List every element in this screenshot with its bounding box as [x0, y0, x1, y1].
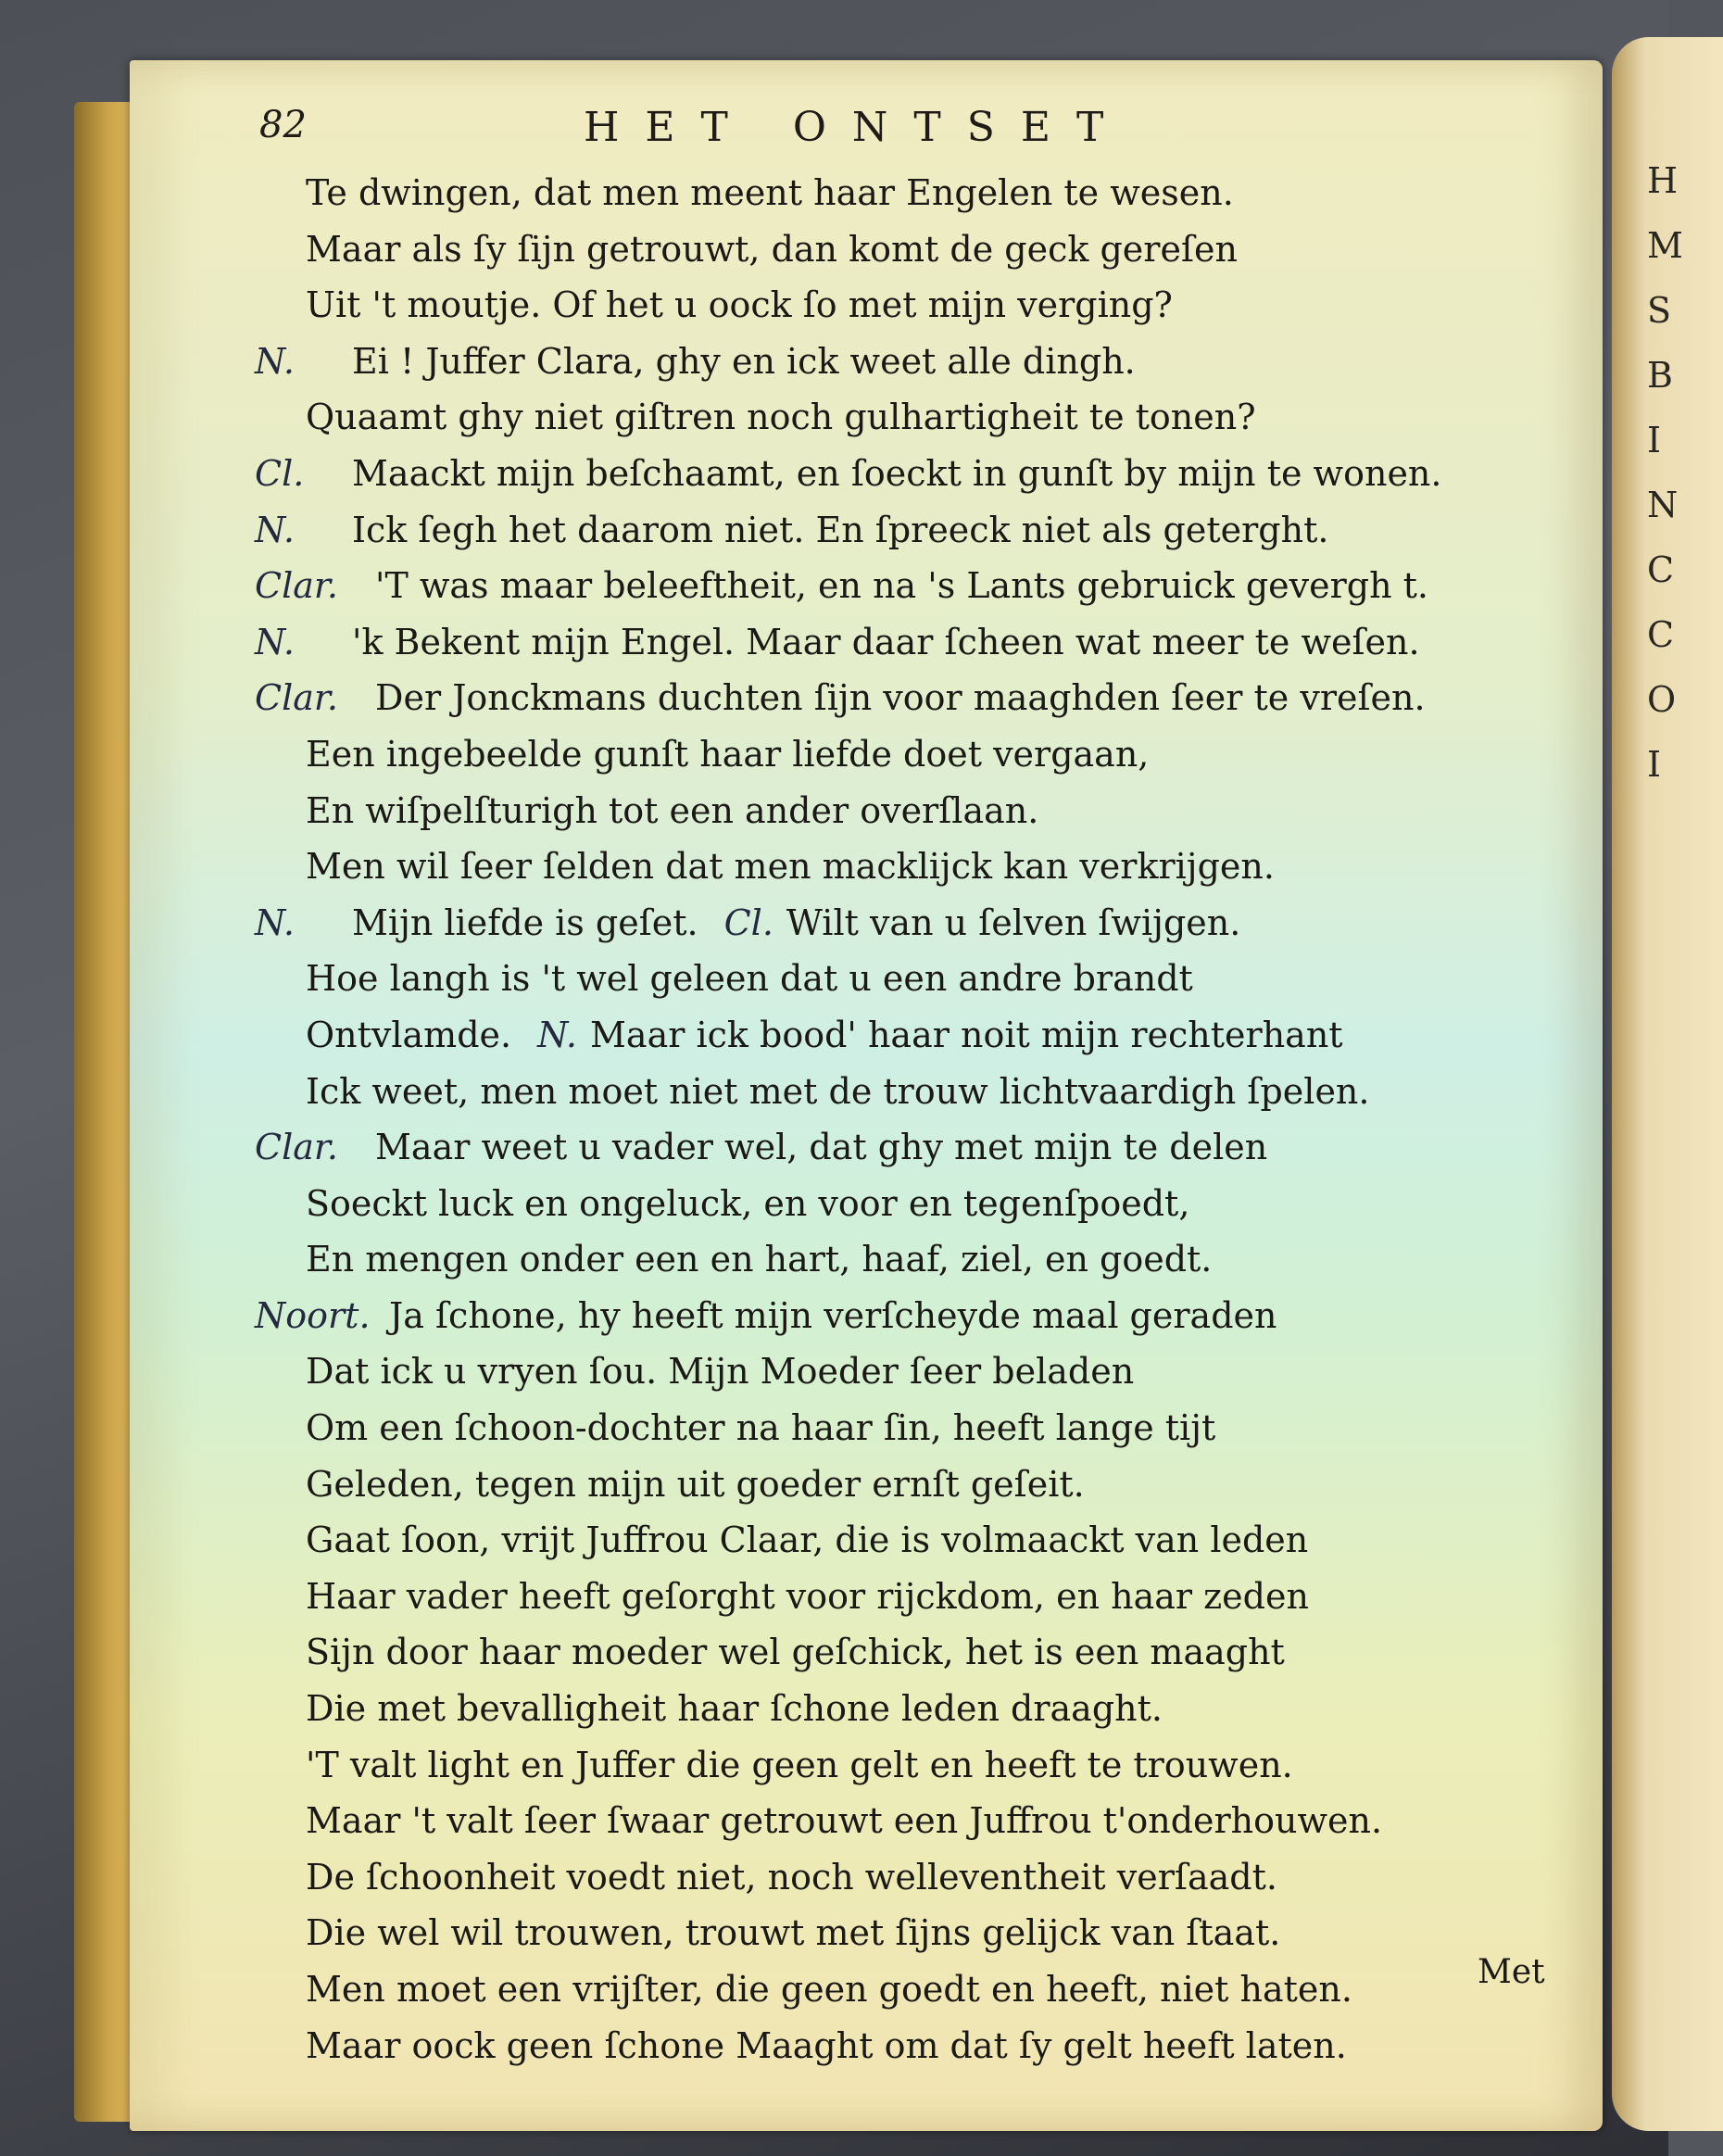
verse-line — [255, 1064, 1552, 1120]
facing-page-letter: I — [1647, 744, 1662, 785]
facing-page-letter: O — [1647, 679, 1677, 720]
verse-text: Der Jonckmans duchten ſijn voor maaghden ſeer te vreſen. — [375, 677, 1426, 719]
speaker-label: N. — [255, 621, 295, 662]
verse-line — [255, 1512, 1552, 1569]
verse-line — [255, 1119, 1552, 1176]
speaker-label: N. — [255, 509, 295, 550]
verse-line — [255, 502, 1552, 559]
verse-line — [255, 334, 1552, 390]
verse-line — [255, 1007, 1552, 1064]
verse-line — [255, 951, 1552, 1007]
verse-line — [255, 1905, 1552, 1961]
verse-text: 'T valt light en Juffer die geen gelt en heeft te trouwen. — [306, 1744, 1293, 1785]
facing-page-letter: C — [1647, 614, 1675, 655]
verse-text: Men moet een vrijſter, die geen goedt en heeft, niet haten. — [306, 1969, 1352, 2010]
verse-line — [255, 277, 1552, 334]
verse-text: 'k Bekent mijn Engel. Maar daar ſcheen wat meer te weſen. — [352, 621, 1420, 662]
verse-line — [255, 1569, 1552, 1625]
verse-text: Men wil ſeer ſelden dat men macklijck kan verkrijgen. — [306, 846, 1275, 888]
verse-text: Maar oock geen ſchone Maaght om dat ſy gelt heeft laten. — [306, 2024, 1347, 2066]
verse-line — [255, 1849, 1552, 1906]
facing-page-letter: I — [1647, 420, 1662, 460]
verse-line — [255, 1231, 1552, 1288]
verse-line — [255, 558, 1552, 614]
facing-page-letter: N — [1647, 485, 1679, 525]
speaker-label: Cl. — [723, 901, 773, 943]
verse-text-block — [255, 165, 1552, 2074]
verse-text: En mengen onder een en hart, haaf, ziel, en goedt. — [306, 1239, 1213, 1280]
speaker-label: Clar. — [255, 677, 338, 719]
verse-line — [255, 1624, 1552, 1681]
facing-page-letter: C — [1647, 549, 1675, 590]
verse-line — [255, 1961, 1552, 2018]
facing-page-letter: S — [1647, 290, 1672, 331]
verse-text: Ja ſchone, hy heeft mijn verſcheyde maal geraden — [389, 1294, 1277, 1336]
verse-text: Maackt mijn beſchaamt, en ſoeckt in gunſt by mijn te wonen. — [352, 452, 1442, 494]
facing-page-letter: M — [1647, 225, 1683, 266]
verse-text: Quaamt ghy niet giſtren noch gulhartigheit te tonen? — [306, 397, 1256, 438]
verse-line — [255, 221, 1552, 278]
verse-text: De ſchoonheit voedt niet, noch welleventheit verſaadt. — [306, 1856, 1277, 1898]
verse-text: Mijn liefde is geſet. Cl. Wilt van u ſelven ſwijgen. — [352, 901, 1241, 943]
speaker-label: N. — [537, 1014, 578, 1055]
verse-text: Ick weet, men moet niet met de trouw lichtvaardigh ſpelen. — [306, 1070, 1370, 1112]
verse-text: Maar als ſy ſijn getrouwt, dan komt de geck gereſen — [306, 228, 1238, 270]
verse-line — [255, 1400, 1552, 1456]
page-number: 82 — [259, 104, 307, 146]
verse-text: Dat ick u vryen ſou. Mijn Moeder ſeer beladen — [306, 1351, 1135, 1393]
verse-line — [255, 1176, 1552, 1232]
verse-text: Om een ſchoon-dochter na haar ſin, heeft lange tijt — [306, 1407, 1216, 1449]
verse-line — [255, 838, 1552, 895]
verse-line — [255, 1456, 1552, 1513]
verse-line — [255, 670, 1552, 726]
verse-line — [255, 1737, 1552, 1794]
speaker-label: N. — [255, 340, 295, 382]
verse-text: Haar vader heeft geſorght voor rijckdom, en haar zeden — [306, 1575, 1309, 1617]
verse-text: Een ingebeelde gunſt haar liefde doet vergaan, — [306, 733, 1150, 775]
facing-page-letter: B — [1647, 355, 1673, 396]
verse-line — [255, 783, 1552, 839]
verse-line — [255, 1793, 1552, 1849]
verse-text: Maar ick bood' haar noit mijn rechterhant — [590, 1014, 1343, 1055]
verse-line — [255, 726, 1552, 783]
verse-line — [255, 165, 1552, 221]
speaker-label: N. — [255, 901, 295, 943]
verse-line — [255, 1343, 1552, 1400]
verse-text: Die wel wil trouwen, trouwt met ſijns gelijck van ſtaat. — [306, 1912, 1281, 1954]
verse-line — [255, 895, 1552, 952]
verse-text: Sijn door haar moeder wel geſchick, het is een maaght — [306, 1632, 1285, 1673]
catchword: Met — [1478, 1953, 1545, 1991]
verse-line — [255, 614, 1552, 671]
verse-text: Ei ! Juffer Clara, ghy en ick weet alle dingh. — [352, 340, 1136, 382]
verse-text: Uit 't moutje. Of het u oock ſo met mijn verging? — [306, 284, 1173, 326]
speaker-label: Clar. — [255, 1127, 338, 1168]
verse-text: Soeckt luck en ongeluck, en voor en tegenſpoedt, — [306, 1182, 1190, 1224]
speaker-label: Clar. — [255, 565, 338, 607]
verse-text: Ick ſegh het daarom niet. En ſpreeck niet als geterght. — [352, 509, 1329, 550]
verse-text: Te dwingen, dat men meent haar Engelen te wesen. — [306, 172, 1234, 213]
verse-line — [255, 389, 1552, 446]
facing-page-text — [1647, 148, 1683, 797]
speaker-label: Noort. — [255, 1294, 371, 1336]
verse-text: Maar 't valt ſeer ſwaar getrouwt een Juffrou t'onderhouwen. — [306, 1800, 1383, 1842]
verse-text: Wilt van u ſelven ſwijgen. — [786, 901, 1241, 943]
page-header — [259, 104, 1510, 159]
verse-text: Maar weet u vader wel, dat ghy met mijn te delen — [375, 1127, 1268, 1168]
verse-text: Hoe langh is 't wel geleen dat u een andre brandt — [306, 958, 1193, 1000]
verse-text: Ontvlamde. N. Maar ick bood' haar noit mijn rechterhant — [306, 1014, 1343, 1055]
verse-line — [255, 2018, 1552, 2074]
verse-text: Geleden, tegen mijn uit goeder ernſt geſeit. — [306, 1463, 1085, 1505]
verse-text: Die met bevalligheit haar ſchone leden draaght. — [306, 1688, 1163, 1730]
speaker-label: Cl. — [255, 452, 305, 494]
verse-line — [255, 1681, 1552, 1737]
verse-line — [255, 446, 1552, 502]
verse-text: Gaat ſoon, vrijt Juffrou Claar, die is volmaackt van leden — [306, 1519, 1309, 1561]
verse-text: 'T was maar beleeftheit, en na 's Lants gebruick gevergh t. — [375, 565, 1429, 607]
running-head: HET ONTSET — [584, 104, 1130, 151]
facing-page-letter: H — [1647, 160, 1679, 201]
verse-text: En wiſpelſturigh tot een ander overſlaan. — [306, 789, 1039, 831]
verse-line — [255, 1288, 1552, 1344]
